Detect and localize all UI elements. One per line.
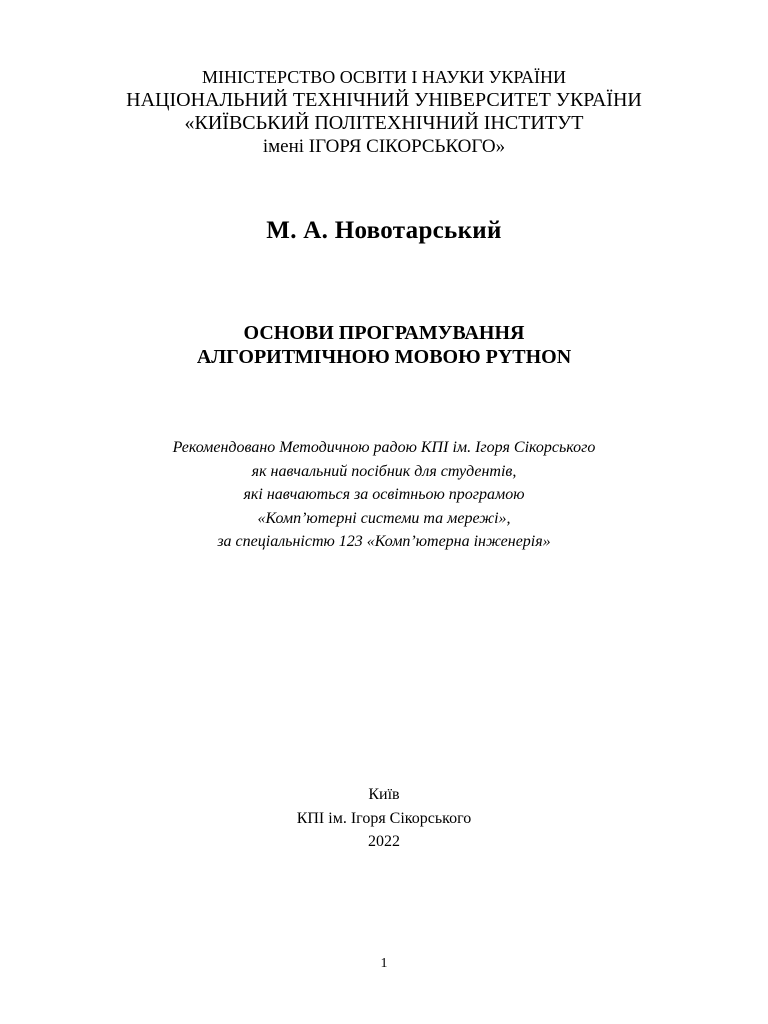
author-block: [0, 214, 768, 248]
institute-line: «КИЇВСЬКИЙ ПОЛІТЕХНІЧНИЙ ІНСТИТУТ: [184, 112, 584, 134]
imprint-publisher: КПІ ім. Ігоря Сікорського: [296, 809, 472, 827]
imprint-year: 2022: [368, 833, 400, 850]
title-line-2: АЛГОРИТМІЧНОЮ МОВОЮ PYTHON: [196, 346, 572, 368]
page-number-value: 1: [380, 956, 388, 971]
recommendation-line-5: за спеціальністю 123 «Комп’ютерна інженерія»: [217, 533, 551, 550]
named-after-line: імені ІГОРЯ СІКОРСЬКОГО»: [262, 136, 506, 157]
imprint-block: [0, 783, 768, 854]
recommendation-line-2: як навчальний посібник для студентів,: [251, 462, 517, 480]
book-title: [0, 321, 768, 369]
recommendation-line-3: які навчаються за освітньою програмою: [243, 486, 525, 503]
title-line-1: ОСНОВИ ПРОГРАМУВАННЯ: [243, 322, 525, 344]
recommendation-note: [0, 436, 768, 554]
page-number: [0, 954, 768, 974]
university-line: НАЦІОНАЛЬНИЙ ТЕХНІЧНИЙ УНІВЕРСИТЕТ УКРАЇНИ: [126, 89, 642, 111]
imprint-city: Київ: [368, 786, 400, 803]
institution-header: [0, 66, 768, 158]
recommendation-line-4: «Комп’ютерні системи та мережі»,: [257, 509, 511, 527]
recommendation-line-1: Рекомендовано Методичною радою КПІ ім. Ігоря Сікорського: [172, 439, 596, 456]
ministry-line: МІНІСТЕРСТВО ОСВІТИ І НАУКИ УКРАЇНИ: [201, 67, 567, 87]
author-name: М. А. Новотарський: [266, 217, 502, 244]
